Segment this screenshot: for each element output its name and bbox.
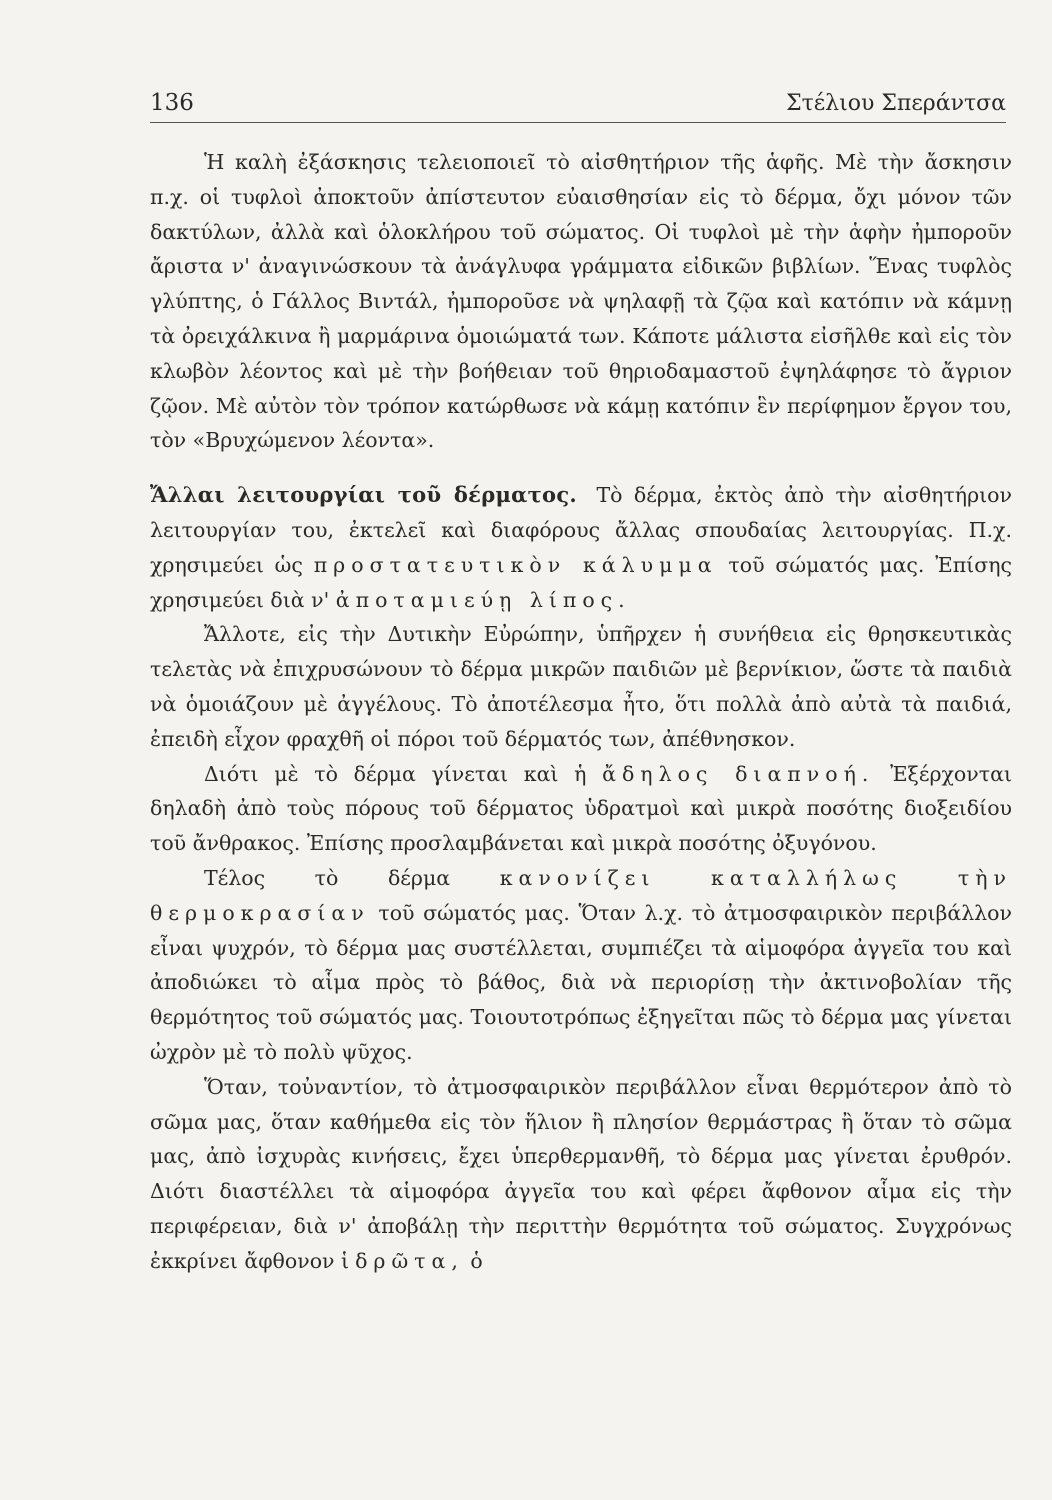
spaced-emphasis: ἄδηλος διαπνοή. [602,761,875,786]
paragraph-text: τοῦ σώματός μας. Ἐπίσης χρησιμεύει διὰ ν' [150,552,1012,612]
paragraph-gilded-children [150,617,1012,756]
paragraph-text: Ἐξέρχονται δηλαδὴ ἀπὸ τοὺς πόρους τοῦ δέρματος ὑδρατμοὶ καὶ μικρὰ ποσότης διοξειδίου τοῦ ἄνθρακος. Ἐπίσης προσλαμβάνεται καὶ μικρὰ ποσότης ὀξυγόνου. [150,761,1012,856]
page-number: 136 [150,90,194,116]
paragraph-text: Ἡ καλὴ ἐξάσκησις τελειοποιεῖ τὸ αἰσθητήριον τῆς ἁφῆς. Μὲ τὴν ἄσκησιν π.χ. οἱ τυφλοὶ ἀποκτοῦν ἀπίστευτον εὐαισθησίαν εἰς τὸ δέρμα, ὄχι μόνον τῶν δακτύλων, ἀλλὰ καὶ ὁλοκλήρου τοῦ σώματος. Οἱ τυφλοὶ μὲ τὴν ἁφὴν ἠμποροῦν ἄριστα ν' ἀναγινώσκουν τὰ ἀνάγλυφα γράμματα εἰδικῶν βιβλίων. Ἕνας τυφλὸς γλύπτης, ὁ Γάλλος Βιντάλ, ἠμποροῦσε νὰ ψηλαφῇ τὰ ζῷα καὶ κατόπιν νὰ κάμνῃ τὰ ὀρειχάλκινα ἢ μαρμάρινα ὁμοιώματά των. Κάποτε μάλιστα εἰσῆλθε καὶ εἰς τὸν κλωβὸν λέοντος καὶ μὲ τὴν βοήθειαν τοῦ θηριοδαμαστοῦ ἐψηλάφησε τὸ ἄγριον ζῷον. Μὲ αὐτὸν τὸν τρόπον κατώρθωσε νὰ κάμῃ κατόπιν ἓν περίφημον ἔργον του, τὸν «Βρυχώμενον λέοντα». [150,150,1012,453]
paragraph-text: ὁ [470,1248,483,1273]
page-body [150,145,1012,1279]
paragraph-other-functions [150,478,1012,617]
paragraph-heat [150,1070,1012,1279]
paragraph-text: Ἄλλοτε, εἰς τὴν Δυτικὴν Εὐρώπην, ὑπῆρχεν ἡ συνήθεια εἰς θρησκευτικὰς τελετὰς νὰ ἐπιχρυσώνουν τὸ δέρμα μικρῶν παιδιῶν μὲ βερνίκιον, ὥστε τὰ παιδιὰ νὰ ὁμοιάζουν μὲ ἀγγέλους. Τὸ ἀποτέλεσμα ἦτο, ὅτι πολλὰ ἀπὸ αὐτὰ τὰ παιδιά, ἐπειδὴ εἶχον φραχθῆ οἱ πόροι τοῦ δέρματός των, ἀπέθνησκον. [150,622,1012,751]
running-head: Στέλιου Σπεράντσα [786,91,1006,116]
paragraph-touch-training [150,145,1012,458]
paragraph-perspiration [150,757,1012,861]
spaced-emphasis: ἱδρῶτα, [341,1248,464,1273]
spaced-emphasis: προστατευτικὸν κάλυμμα [313,552,718,577]
paragraph-text: Τὸ δέρμα, ἐκτὸς ἀπὸ τὴν αἰσθητήριον λειτουργίαν του, ἐκτελεῖ καὶ διαφόρους ἄλλας σπουδαίας λειτουργίας. Π.χ. χρησιμεύει ὡς [150,483,1012,577]
spaced-emphasis: ἀποταμιεύῃ λίπος. [335,587,631,612]
section-heading: Ἄλλαι λειτουργίαι τοῦ δέρματος. [150,482,578,508]
paragraph-text: Ὅταν, τοὐναντίον, τὸ ἀτμοσφαιρικὸν περιβάλλον εἶναι θερμότερον ἀπὸ τὸ σῶμα μας, ὅταν καθήμεθα εἰς τὸν ἥλιον ἢ πλησίον θερμάστρας ἢ ὅταν τὸ σῶμα μας, ἀπὸ ἰσχυρὰς κινήσεις, ἔχει ὑπερθερμανθῆ, τὸ δέρμα μας γίνεται ἐρυθρόν. Διότι διαστέλλει τὰ αἱμοφόρα ἀγγεῖα του καὶ φέρει ἄφθονον αἷμα εἰς τὴν περιφέρειαν, διὰ ν' ἀποβάλῃ τὴν περιττὴν θερμότητα τοῦ σώματος. Συγχρόνως ἐκκρίνει ἄφθονον [150,1074,1012,1273]
page-header [150,78,1006,123]
paragraph-text: Διότι μὲ τὸ δέρμα γίνεται καὶ ἡ [204,761,587,786]
paragraph-temperature [150,861,1012,1070]
paragraph-text: Τέλος τὸ δέρμα [204,865,451,890]
paragraph-text: τοῦ σώματός μας. Ὅταν λ.χ. τὸ ἀτμοσφαιρικὸν περιβάλλον εἶναι ψυχρόν, τὸ δέρμα μας συστέλλεται, συμπιέζει τὰ αἱμοφόρα ἀγγεῖα του καὶ ἀποδιώκει τὸ αἷμα πρὸς τὸ βάθος, διὰ νὰ περιορίσῃ τὴν ἀκτινοβολίαν τῆς θερμότητος τοῦ σώματός μας. Τοιουτοτρόπως ἐξηγεῖται πῶς τὸ δέρμα μας γίνεται ὠχρὸν μὲ τὸ πολὺ ψῦχος. [150,900,1012,1064]
spaced-emphasis: κανονίζει καταλλήλως τὴν θερμοκρασίαν [150,865,1012,925]
